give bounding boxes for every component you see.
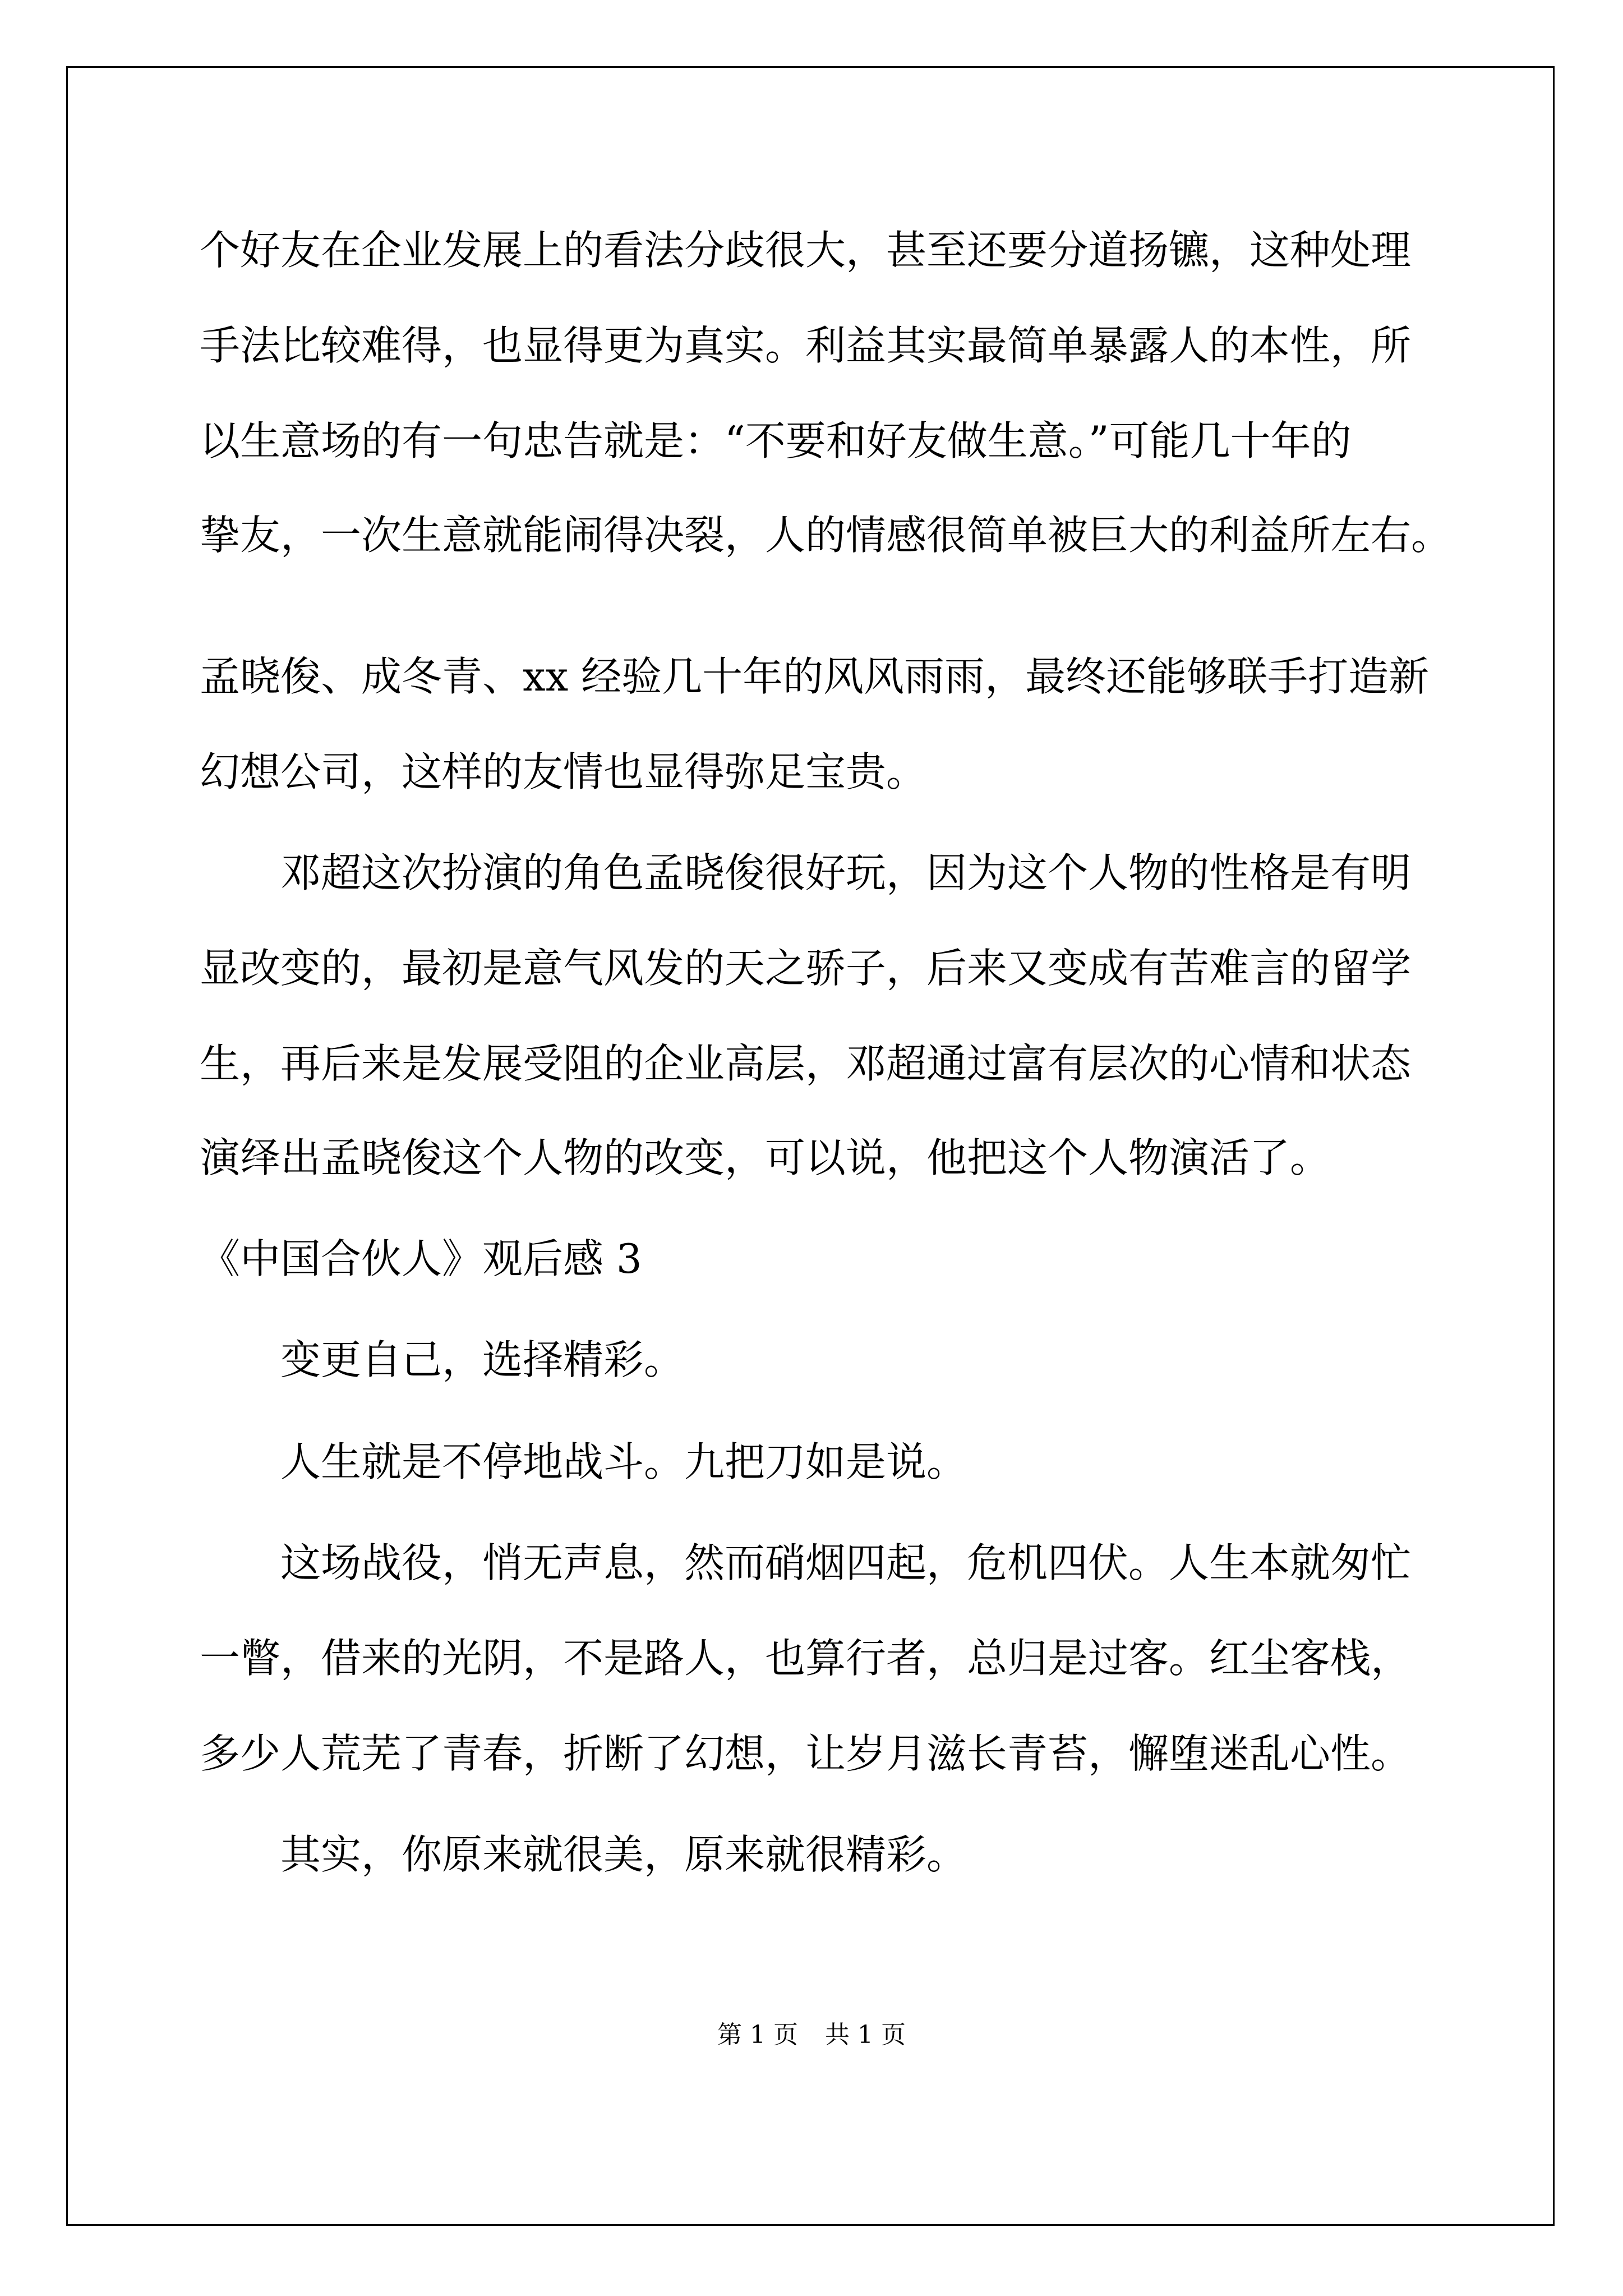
page-footer bbox=[0, 2018, 1623, 2052]
paragraph-line: 显改变的，最初是意气风发的天之骄子，后来又变成有苦难言的留学 bbox=[200, 945, 1412, 992]
paragraph-line: 邓超这次扮演的角色孟晓俊很好玩，因为这个人物的性格是有明 bbox=[280, 849, 1412, 896]
paragraph-line: 手法比较难得，也显得更为真实。利益其实最简单暴露人的本性，所 bbox=[200, 322, 1412, 369]
paragraph-line: 演绎出孟晓俊这个人物的改变，可以说，他把这个人物演活了。 bbox=[200, 1134, 1331, 1181]
paragraph-line: 以生意场的有一句忠告就是：“不要和好友做生意。”可能几十年的 bbox=[200, 417, 1352, 464]
paragraph-line: 挚友，一次生意就能闹得决裂，人的情感很简单被巨大的利益所左右。 bbox=[200, 512, 1452, 559]
paragraph-line: 多少人荒芜了青春，折断了幻想，让岁月滋长青苔，懈堕迷乱心性。 bbox=[200, 1730, 1412, 1777]
paragraph-line: 一瞥，借来的光阴，不是路人，也算行者，总归是过客。红尘客栈， bbox=[200, 1635, 1412, 1682]
paragraph-line: 生，再后来是发展受阻的企业高层，邓超通过富有层次的心情和状态 bbox=[200, 1040, 1412, 1087]
paragraph-line: 幻想公司，这样的友情也显得弥足宝贵。 bbox=[200, 748, 927, 795]
paragraph-line: 其实，你原来就很美，原来就很精彩。 bbox=[280, 1831, 967, 1878]
paragraph-line: 个好友在企业发展上的看法分歧很大，甚至还要分道扬镳，这种处理 bbox=[200, 227, 1412, 274]
paragraph-line: 孟晓俊、成冬青、xx 经验几十年的风风雨雨，最终还能够联手打造新 bbox=[200, 653, 1430, 700]
paragraph-line: 人生就是不停地战斗。九把刀如是说。 bbox=[280, 1438, 967, 1485]
paragraph-line: 变更自己，选择精彩。 bbox=[280, 1336, 685, 1383]
page-number: 第 1 页 bbox=[717, 2021, 798, 2049]
section-heading: 《中国合伙人》观后感 3 bbox=[200, 1235, 642, 1282]
paragraph-line: 这场战役，悄无声息，然而硝烟四起，危机四伏。人生本就匆忙 bbox=[280, 1539, 1412, 1586]
page-total: 共 1 页 bbox=[825, 2021, 906, 2049]
